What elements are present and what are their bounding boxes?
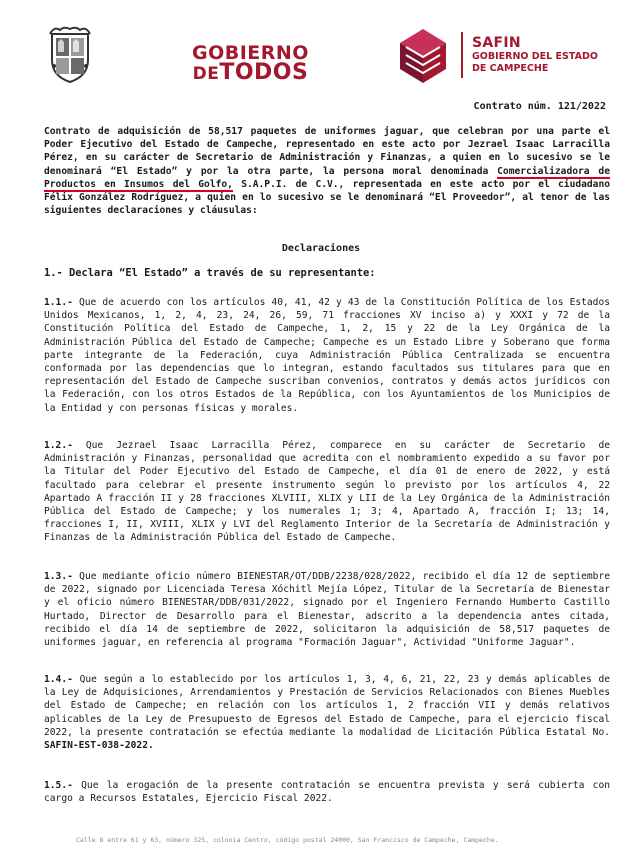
clause-text: Que de acuerdo con los artículos 40, 41, 42 y 43 de la Constitución Política de los Estados Unidos Mexicanos, 1, 2, 4, 23, 24, 26, 59, 71 fracciones XV inciso a) y XXXI y 72 de la Constitución Política del Estado de Campeche, 1, 2, 15 y 22 de la Ley Orgánica de la Administración Pública del Estado de Campeche; Campeche es un Estado Libre y Soberano que forma parte integrante de la Federación, cuya Administración Pública Centralizada se encuentra conformada por las dependencias que lo integran, estando facultados sus titulares para que en representación del Estado de Campeche suscriban convenios, contratos y demás actos jurídicos con la Federación, con los otros Estados de la República, con los Ayuntamientos de los Municipios de la Entidad y con personas físicas y morales.	[44, 297, 610, 414]
intro-part2: S.A.P.I. de C.V., representada en este acto por el ciudadano Félix González Rodríguez, a quien en lo sucesivo se le denominará “El Proveedor”, al tenor de las siguientes declaraciones y cláusulas:	[44, 178, 610, 217]
gobierno-logo-line1: GOBIERNO	[192, 42, 309, 64]
clause-1-5	[44, 779, 610, 805]
contract-intro	[44, 125, 610, 217]
section-1-heading: 1.- Declara “El Estado” a través de su representante:	[44, 267, 376, 279]
safin-emblem-logo	[392, 27, 454, 85]
clause-number: 1.2.-	[44, 440, 73, 451]
clause-text: Que según a lo establecido por los artículos 1, 3, 4, 6, 21, 22, 23 y demás aplicables de la Ley de Adquisiciones, Arrendamientos y Prestación de Servicios Relacionados con Bienes Muebles del Estado de Campeche; en relación con los artículos 1, 2 fracción VII y demás relativos aplicables de la Ley de Presupuesto de Egresos del Estado de Campeche, para el ejercicio fiscal 2022, la presente contratación se efectúa mediante la modalidad de Licitación Pública Estatal No.	[44, 674, 610, 738]
safin-divider	[461, 32, 463, 78]
company-name-underlined: Comercializadora de Productos en Insumos del Golfo,	[44, 165, 610, 190]
clause-number: 1.5.-	[44, 780, 73, 791]
clause-text: Que mediante oficio número BIENESTAR/OT/DDB/2238/028/2022, recibido el día 12 de septiembre de 2022, signado por Licenciada Teresa Xóchitl Mejía López, Titular de la Secretaría de Bienestar y el oficio número BIENESTAR/DDB/031/2022, signado por el Ingeniero Fernando Humberto Castillo Hurtado, Director de Desarrollo para el Bienestar, adscrito a la dependencia antes citada, recibido el día 14 de septiembre de 2022, solicitaron la adquisición de 58,517 paquetes de uniformes jaguar, en referencia al programa "Formación Jaguar", Actividad "Uniforme Jaguar".	[44, 571, 610, 649]
clause-text: Que la erogación de la presente contratación se encuentra prevista y será cubierta con cargo a Recursos Estatales, Ejercicio Fiscal 2022.	[44, 780, 610, 805]
gobierno-logo-todos: TODOS	[219, 60, 309, 85]
safin-subtitle-2: DE CAMPECHE	[472, 63, 549, 74]
clause-number: 1.1.-	[44, 297, 73, 308]
safin-subtitle-1: GOBIERNO DEL ESTADO	[472, 51, 598, 62]
clause-text: Que Jezrael Isaac Larracilla Pérez, comparece en su carácter de Secretario de Administración y Finanzas, personalidad que acredita con el nombramiento expedido a su favor por la Titular del Poder Ejecutivo del Estado de Campeche, el día 01 de enero de 2022, y está facultado para celebrar el presente instrumento según lo previsto por los artículos 4, 22 Apartado A fracción II y 28 fracciones XLVIII, XLIX y LII de la Ley Orgánica de la Administración Pública del Estado de Campeche; y los numerales 1; 3; 4, Apartado A, fracción I; 13; 14, fracciones I, II, XVIII, XLIX y LVI del Reglamento Interior de la Secretaría de Administración y Finanzas de la Administración Pública del Estado de Campeche.	[44, 440, 610, 544]
clause-1-3	[44, 570, 610, 649]
clause-number: 1.3.-	[44, 571, 73, 582]
safin-title: SAFIN	[472, 35, 521, 51]
clause-1-2	[44, 439, 610, 545]
clause-number: 1.4.-	[44, 674, 73, 685]
campeche-coat-of-arms-logo	[46, 26, 94, 84]
clause-1-1	[44, 296, 610, 415]
gobierno-de-todos-logo	[192, 43, 309, 84]
safin-wordmark	[472, 35, 598, 75]
tender-number: SAFIN-EST-038-2022.	[44, 740, 154, 752]
intro-part1: Contrato de adquisición de 58,517 paquetes de uniformes jaguar, que celebran por una parte el Poder Ejecutivo del Estado de Campeche, representado en este acto por Jezrael Isaac Larracilla Pérez, en su carácter de Secretario de Administración y Finanzas, a quien en lo sucesivo se le denominará “El Estado” y por la otra parte, la persona moral denominada	[44, 126, 610, 177]
gobierno-logo-de: DE	[192, 64, 220, 84]
contract-number: Contrato núm. 121/2022	[473, 101, 606, 112]
declaraciones-heading: Declaraciones	[281, 243, 361, 254]
footer-address: Calle 8 entre 61 y 63, número 325, colonia Centro, código postal 24000, San Francisco de Campeche, Campeche.	[76, 836, 499, 844]
clause-1-4	[44, 673, 610, 752]
